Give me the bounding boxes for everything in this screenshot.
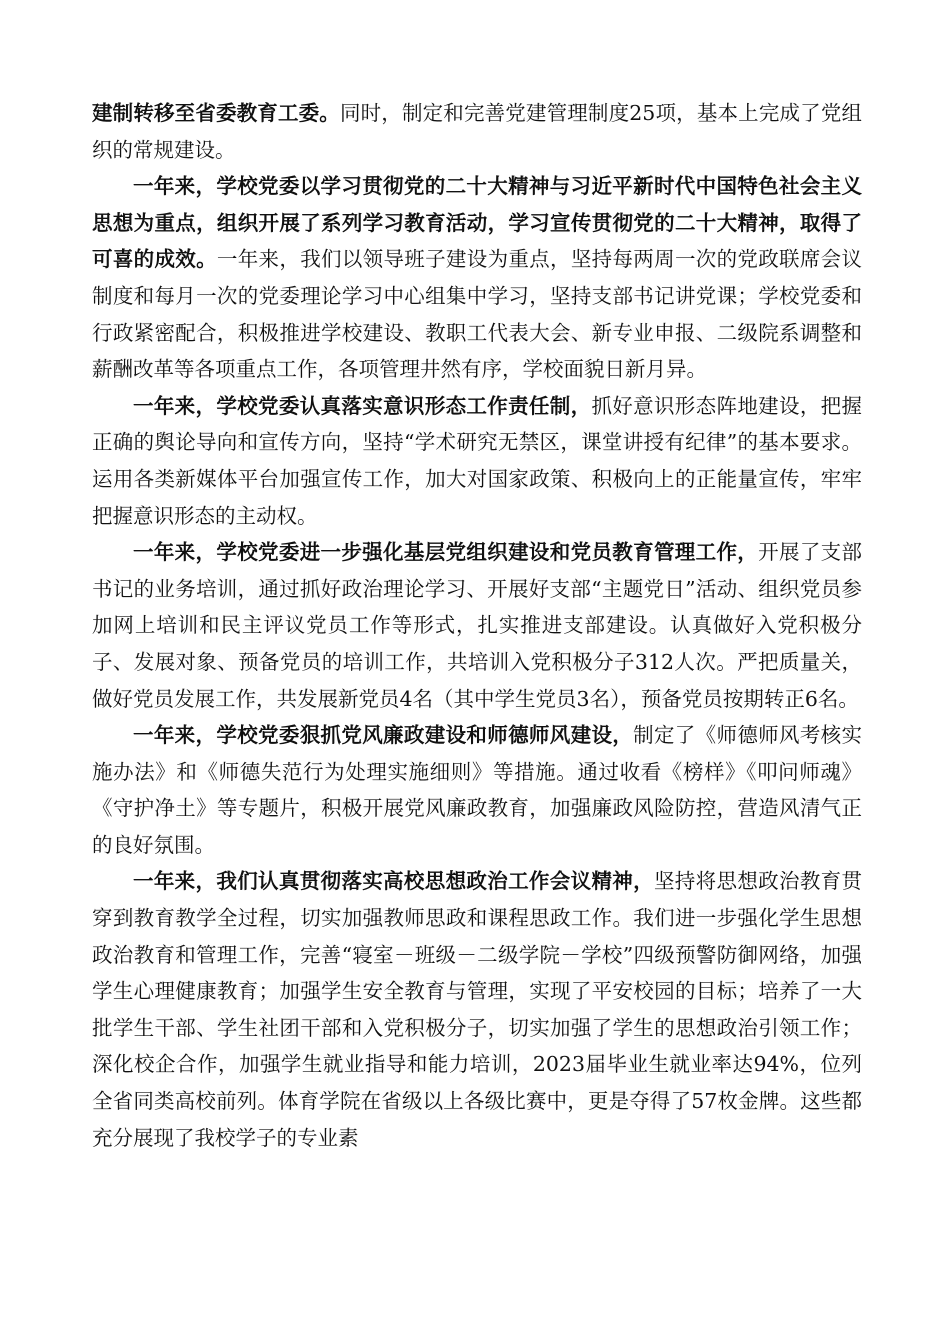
paragraph-party-system-construction (92, 95, 862, 168)
paragraph-lead-bold: 一年来，学校党委以学习贯彻党的二十大精神与习近平新时代中国特色社会主义思想为重点，组织开展了系列学习教育活动，学习宣传贯彻党的二十大精神，取得了可喜的成效。 (92, 174, 862, 272)
paragraph-body: 制定了《师德师风考核实施办法》和《师德失范行为处理实施细则》等措施。通过收看《榜样》《叩问师魂》《守护净土》等专题片，积极开展党风廉政教育，加强廉政风险防控，营造风清气正的良好氛围。 (92, 723, 863, 857)
paragraph-lead-bold: 一年来，我们认真贯彻落实高校思想政治工作会议精神， (133, 869, 654, 894)
paragraph-lead-bold: 一年来，学校党委狠抓党风廉政建设和师德师风建设， (133, 723, 634, 748)
paragraph-body: 开展了支部书记的业务培训，通过抓好政治理论学习、开展好支部“主题党日”活动、组织党员参加网上培训和民主评议党员工作等形式，扎实推进支部建设。认真做好入党积极分子、发展对象、预备党员的培训工作，共培训入党积极分子312人次。严把质量关，做好党员发展工作，共发展新党员4名（其中学生党员3名），预备党员按期转正6名。 (92, 540, 863, 711)
document-page (92, 95, 862, 1156)
paragraph-ideological-political-work (92, 863, 862, 1156)
paragraph-integrity-ethics (92, 717, 862, 863)
paragraph-body: 坚持将思想政治教育贯穿到教育教学全过程，切实加强教师思政和课程思政工作。我们进一步强化学生思想政治教育和管理工作，完善“寝室－班级－二级学院－学校”四级预警防御网络，加强学生心理健康教育；加强学生安全教育与管理，实现了平安校园的目标；培养了一大批学生干部、学生社团干部和入党积极分子，切实加强了学生的思想政治引领工作；深化校企合作，加强学生就业指导和能力培训，2023届毕业生就业率达94%，位列全省同类高校前列。体育学院在省级以上各级比赛中，更是夺得了57枚金牌。这些都充分展现了我校学子的专业素 (92, 869, 863, 1150)
paragraph-body: 抓好意识形态阵地建设，把握正确的舆论导向和宣传方向，坚持“学术研究无禁区，课堂讲授有纪律”的基本要求。运用各类新媒体平台加强宣传工作，加大对国家政策、积极向上的正能量宣传，牢牢把握意识形态的主动权。 (92, 393, 863, 528)
paragraph-lead-bold: 建制转移至省委教育工委。 (92, 101, 340, 125)
paragraph-lead-bold: 一年来，学校党委进一步强化基层党组织建设和党员教育管理工作， (133, 540, 759, 565)
paragraph-lead-bold: 一年来，学校党委认真落实意识形态工作责任制， (133, 393, 592, 418)
paragraph-study-education (92, 168, 862, 388)
paragraph-body: 一年来，我们以领导班子建设为重点，坚持每两周一次的党政联席会议制度和每月一次的党委理论学习中心组集中学习，坚持支部书记讲党课；学校党委和行政紧密配合，积极推进学校建设、教职工代表大会、新专业申报、二级院系调整和薪酬改革等各项重点工作，各项管理井然有序，学校面貌日新月异。 (92, 247, 863, 382)
paragraph-grassroots-organization (92, 534, 862, 717)
paragraph-body: 同时，制定和完善党建管理制度25项，基本上完成了党组织的常规建设。 (92, 101, 862, 162)
paragraph-ideology-responsibility (92, 388, 862, 534)
